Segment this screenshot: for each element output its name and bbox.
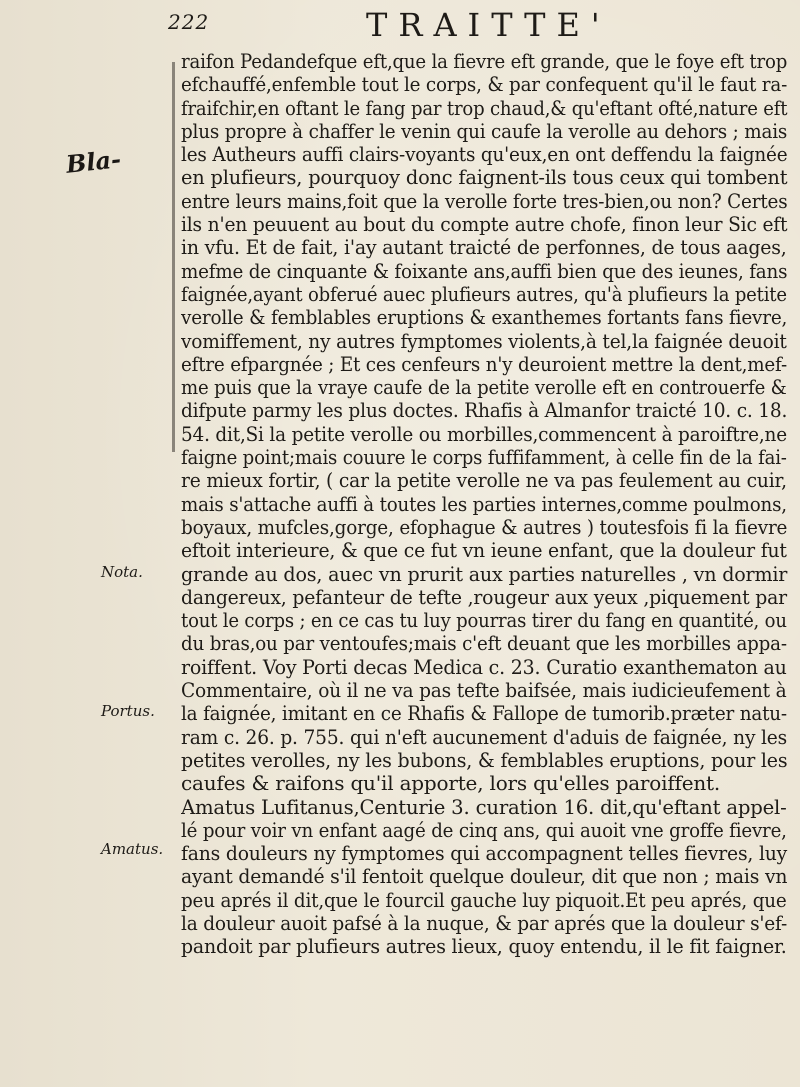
text-line: du bras,ou par ventoufes;mais c'eft deuant que les morbilles appa- <box>181 631 787 656</box>
text-line: re mieux fortir, ( car la petite verolle ne va pas feulement au cuir, <box>181 468 787 493</box>
text-line: peu aprés il dit,que le fourcil gauche luy piquoit.Et peu aprés, que <box>181 887 787 912</box>
text-line: fans douleurs ny fymptomes qui accompagnent telles fievres, luy <box>181 841 788 866</box>
text-line: pandoit par plufieurs autres lieux, quoy entendu, il le fit faigner. <box>181 934 787 959</box>
text-line: mefme de cinquante & foixante ans,auffi bien que des ieunes, fans <box>181 258 788 283</box>
text-line: dangereux, pefanteur de tefte ,rougeur aux yeux ,piquement par <box>181 584 787 609</box>
text-line: ils n'en peuuent au bout du compte autre chofe, finon leur Sic eft <box>181 212 788 237</box>
text-line: vomiffement, ny autres fymptomes violents,à tel,la faignée deuoit <box>181 328 787 353</box>
text-line: faigne point;mais couure le corps fuffifamment, à celle fin de la fai- <box>181 445 787 470</box>
text-line: grande au dos, auec vn prurit aux parties naturelles , vn dormir <box>181 561 788 586</box>
text-line: eftre efpargnée ; Et ces cenfeurs n'y deuroient mettre la dent,mef- <box>181 351 787 376</box>
text-line: lé pour voir vn enfant aagé de cinq ans, qui auoit vne groffe fievre, <box>181 817 787 842</box>
text-line: ayant demandé s'il fentoit quelque douleur, dit que non ; mais vn <box>181 864 788 889</box>
text-line: fraifchir,en oftant le fang par trop chaud,& qu'eftant ofté,nature eft <box>181 95 788 120</box>
text-line: la douleur auoit pafsé à la nuque, & par aprés que la douleur s'ef- <box>181 910 788 935</box>
text-line: la faignée, imitant en ce Rhafis & Fallope de tumorib.præter natu- <box>181 701 787 726</box>
text-line: ram c. 26. p. 755. qui n'eft aucunement d'aduis de faignée, ny les <box>181 724 788 749</box>
page-number: 222 <box>168 10 210 34</box>
text-line: me puis que la vraye caufe de la petite verolle eft en controuerfe & <box>181 375 787 400</box>
text-line: 54. dit,Si la petite verolle ou morbilles,commencent à paroiftre,ne <box>181 421 787 446</box>
text-line: en plufieurs, pourquoy donc faignent-ils tous ceux qui tombent <box>181 165 788 190</box>
text-line: les Autheurs auffi clairs-voyants qu'eux,en ont deffendu la faignée <box>181 142 788 167</box>
body-text <box>181 50 793 1085</box>
left-margin-rule <box>172 62 175 452</box>
text-line: petites verolles, ny les bubons, & femblables eruptions, pour les <box>181 747 788 772</box>
marginal-ornament: Bla- <box>64 144 123 179</box>
margin-note-portus: Portus. <box>101 702 155 720</box>
text-line: caufes & raifons qu'il apporte, lors qu'elles paroiffent. <box>181 771 721 796</box>
text-line: Amatus Lufitanus,Centurie 3. curation 16. dit,qu'eftant appel- <box>181 794 787 819</box>
text-line: in vfu. Et de fait, i'ay autant traicté de perfonnes, de tous aages, <box>181 235 787 260</box>
text-line: efchauffé,enfemble tout le corps, & par confequent qu'il le faut ra- <box>181 72 788 97</box>
text-line: Commentaire, où il ne va pas tefte baifsée, mais iudicieufement à <box>181 678 787 703</box>
margin-note-amatus: Amatus. <box>101 840 164 858</box>
text-line: roiffent. Voy Porti decas Medica c. 23. Curatio exanthematon au <box>181 654 787 679</box>
text-line: entre leurs mains,foit que la verolle forte tres-bien,ou non? Certes <box>181 188 788 213</box>
text-line: boyaux, mufcles,gorge, efophague & autres ) toutesfois fi la fievre <box>181 514 788 539</box>
text-line: difpute parmy les plus doctes. Rhafis à Almanfor traicté 10. c. 18. <box>181 398 788 423</box>
text-line: plus propre à chaffer le venin qui caufe la verolle au dehors ; mais <box>181 118 788 143</box>
text-line: mais s'attache auffi à toutes les parties internes,comme poulmons, <box>181 491 787 516</box>
running-title: TRAITTE' <box>366 6 611 44</box>
text-line: eftoit interieure, & que ce fut vn ieune enfant, que la douleur fut <box>181 538 787 563</box>
text-line: tout le corps ; en ce cas tu luy pourras tirer du fang en quantité, ou <box>181 608 787 633</box>
text-line: verolle & femblables eruptions & exanthemes fortants fans fievre, <box>181 305 788 330</box>
text-line: faignée,ayant obferué auec plufieurs autres, qu'à plufieurs la petite <box>181 281 787 306</box>
text-line: raifon Pedandefque eft,que la fievre eft grande, que le foye eft trop <box>181 50 788 73</box>
margin-note-nota: Nota. <box>101 563 143 581</box>
